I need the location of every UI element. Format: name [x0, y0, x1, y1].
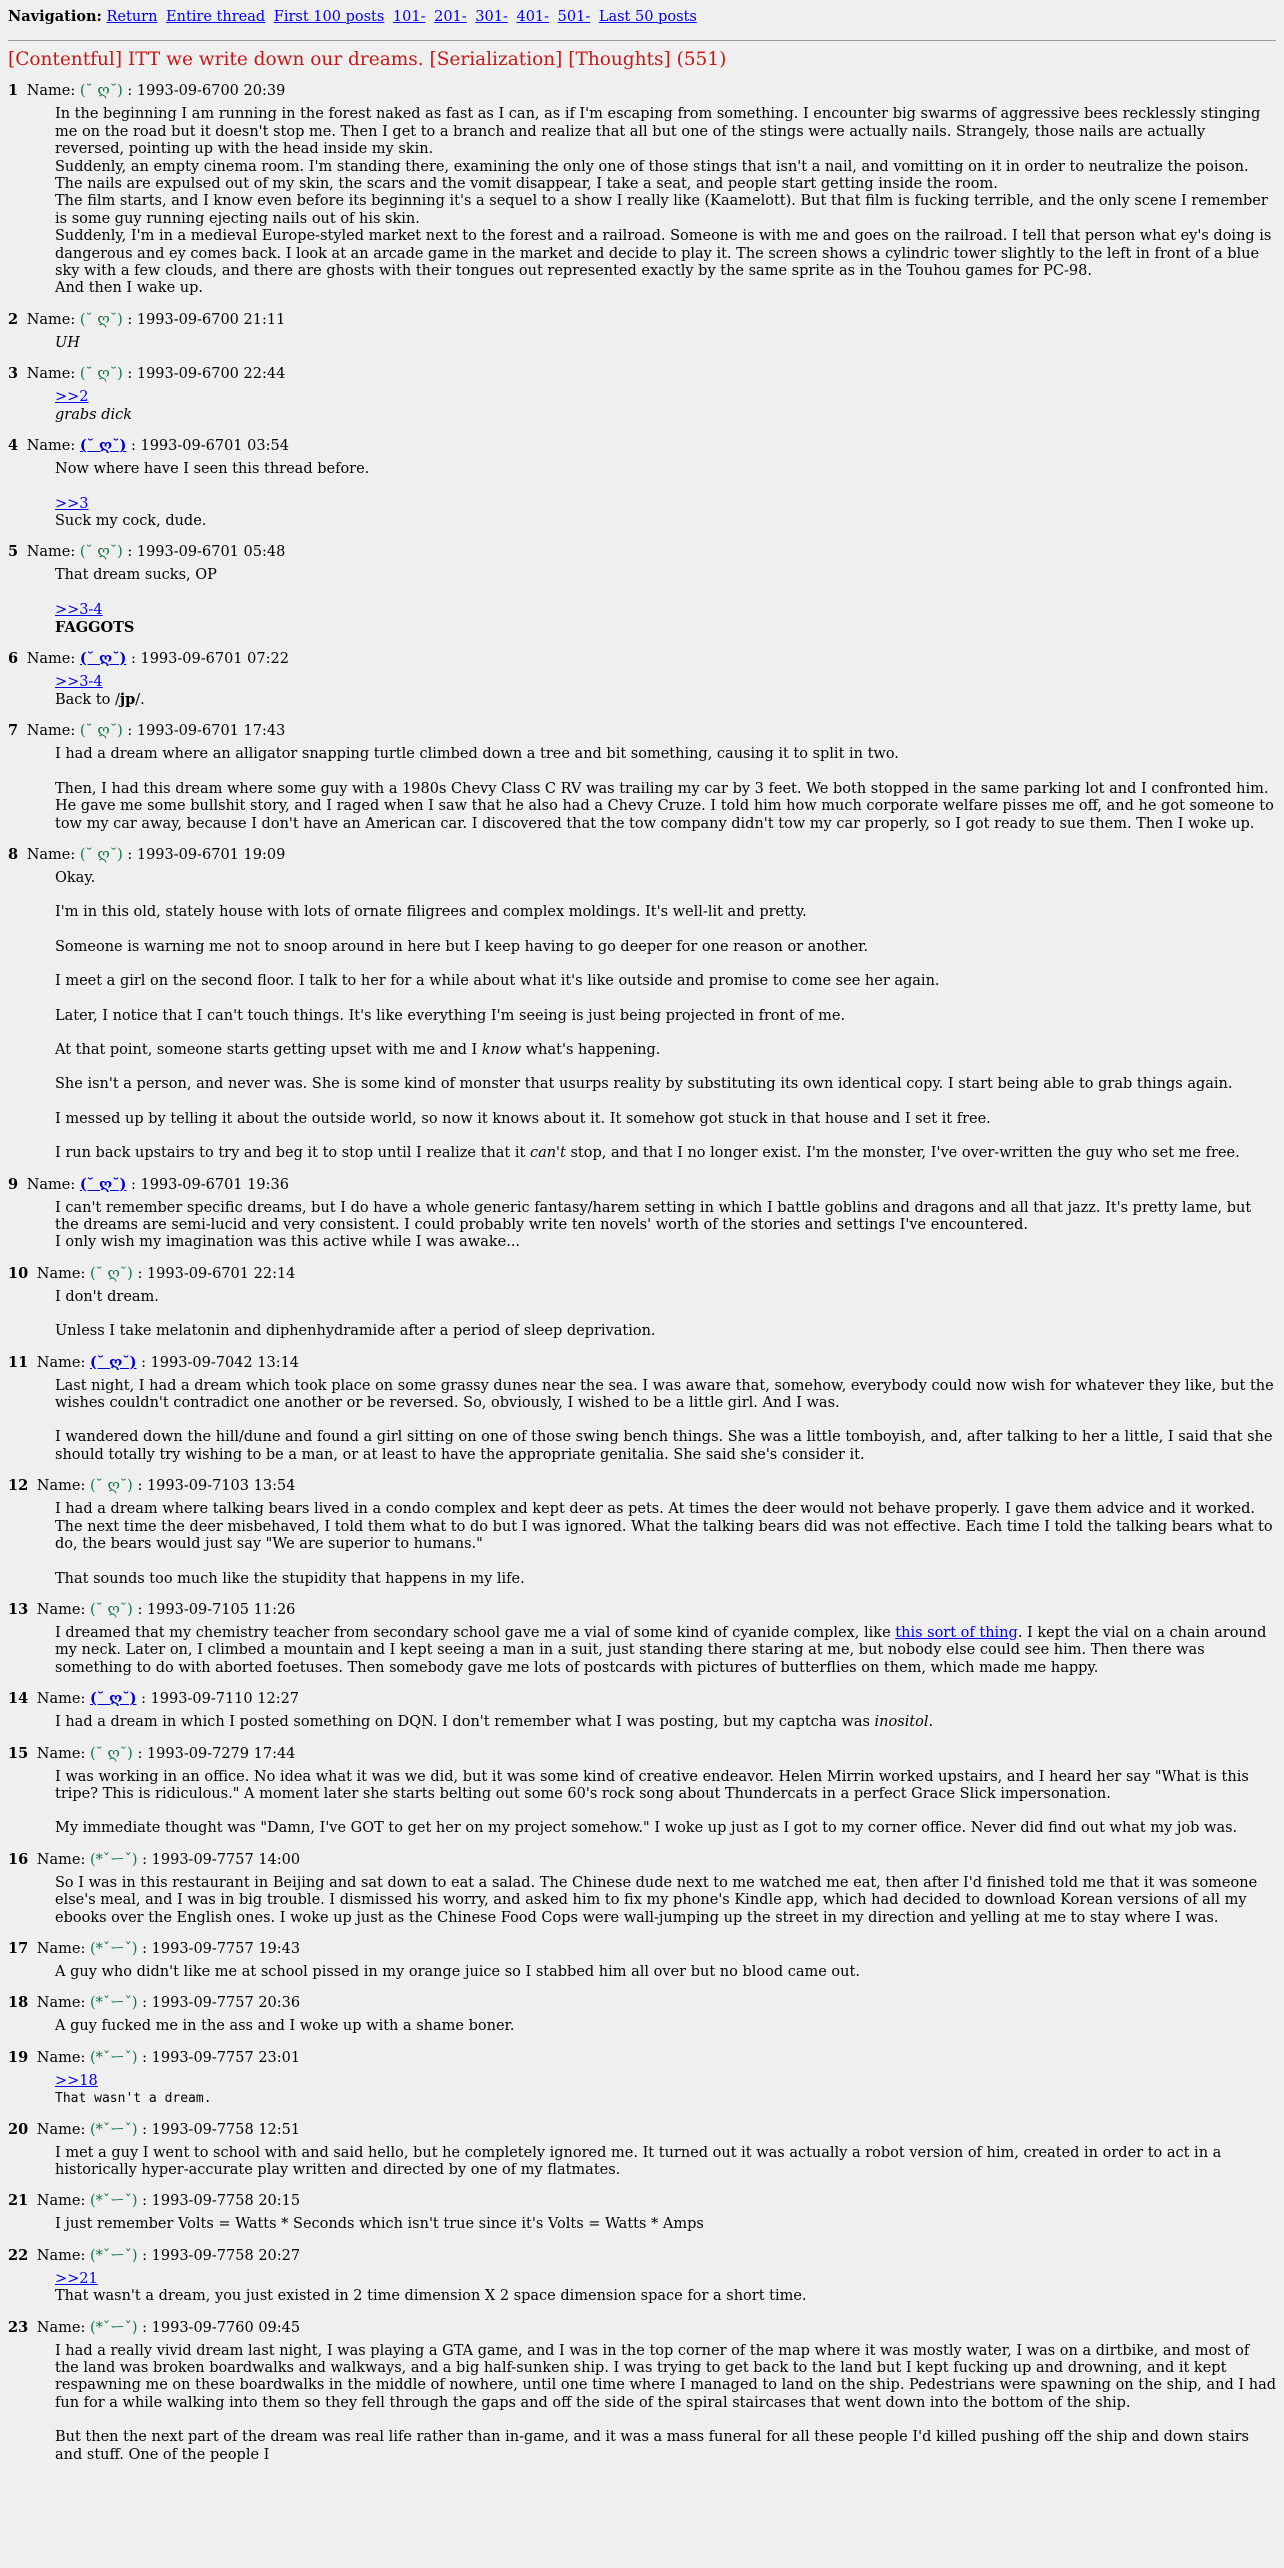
post-number: 12: [8, 1477, 29, 1495]
post-paragraph: [55, 1200, 1276, 1252]
poster-name: (*ˇーˇ): [89, 2049, 138, 2066]
post: [8, 2120, 1276, 2180]
poster-name: (*ˇーˇ): [89, 1851, 138, 1868]
post: [8, 1476, 1276, 1588]
nav-link-401[interactable]: 401-: [516, 9, 550, 25]
navigation-bar: [8, 8, 1276, 26]
post-paragraph: [55, 973, 1276, 990]
nav-link-301[interactable]: 301-: [475, 9, 508, 25]
thread-title: [Contentful] ITT we write down our dreams. [Serialization] [Thoughts] (551): [8, 49, 727, 71]
post-header: 7 Name: (˘ ღ˘) : 1993-09-6701 17:43: [8, 722, 286, 740]
post-paragraph: [55, 106, 1276, 297]
post-date: 1993-09-7758 20:27: [151, 2247, 301, 2264]
post-paragraph: [55, 1875, 1276, 1927]
reply-link[interactable]: >>2: [55, 389, 89, 406]
post-date: 1993-09-7758 12:51: [151, 2121, 301, 2138]
post-text-line: In the beginning I am running in the forest naked as fast as I can, as if I'm escaping from something. I encounter big swarms of aggressive bees recklessly stinging me on the road but it doesn't stop me. Then I get to a branch and realize that all but one of the stings were actually nails. Strangely, those nails are actually reversed, pointing up with the head inside my skin.: [55, 106, 1261, 158]
name-label: Name:: [36, 2319, 86, 2336]
post-number: 21: [8, 2192, 29, 2210]
post-paragraph: [55, 1042, 1276, 1059]
post-text-line: The film starts, and I know even before its beginning it's a sequel to a show I really like (Kaamelott). But that film is fucking terrible, and the only scene I remember is some guy running ejecting nails out of his skin.: [55, 193, 1268, 227]
post-body: [55, 2271, 1276, 2306]
post-number: 10: [8, 1264, 29, 1282]
post-paragraph: [55, 2145, 1276, 2180]
post-header: 12 Name: (˘ ღ˘) : 1993-09-7103 13:54: [8, 1477, 296, 1495]
name-label: Name:: [36, 1354, 86, 1371]
post: [8, 1744, 1276, 1838]
post-number: 2: [8, 310, 19, 328]
poster-name: (˘ ღ˘): [79, 366, 123, 383]
post-paragraph: [55, 567, 1276, 584]
post-number: 20: [8, 2120, 29, 2138]
post-header: 15 Name: (˘ ღ˘) : 1993-09-7279 17:44: [8, 1744, 296, 1762]
post-header: 13 Name: (˘ ღ˘) : 1993-09-7105 11:26: [8, 1600, 296, 1618]
post-text-line: Last night, I had a dream which took place on some grassy dunes near the sea. I was aware that, somehow, everybody could now wish for whatever they like, but the wishes couldn't contradict one another or be reversed. So, obviously, I wished to be a little girl. And I was.: [55, 1377, 1274, 1412]
post-date: 1993-09-7103 13:54: [146, 1478, 296, 1495]
post-paragraph: [55, 674, 1276, 710]
post-text-line: I meet a girl on the second floor. I talk to her for a while about what it's like outside and promise to come see her again.: [55, 973, 940, 990]
name-label: Name:: [26, 650, 76, 667]
name-label: Name:: [26, 366, 76, 383]
post-body: [55, 106, 1276, 297]
post-text-line: Suddenly, I'm in a medieval Europe-styled market next to the forest and a railroad. Someone is with me and goes on the railroad. I tell that person what ey's doing is dangerous and ey comes back. I look at an arcade game in the market and decide to play it. The screen shows a cylindric tower slightly to the left in front of a blue sky with a few clouds, and there are ghosts with their tongues out represented exactly by the same sprite as in the Touhou games for PC-98.: [55, 228, 1272, 280]
emphasis-text: inositol: [874, 1714, 929, 1731]
post-date: 1993-09-7110 12:27: [150, 1691, 300, 1708]
post-text-line: I had a dream in which I posted something on DQN. I don't remember what I was posting, but my captcha was inositol.: [55, 1714, 934, 1731]
poster-name: (*ˇーˇ): [89, 2121, 138, 2138]
post-body: [55, 389, 1276, 424]
post-paragraph: [55, 1964, 1276, 1981]
post-date: 1993-09-6700 20:39: [136, 83, 286, 100]
post-text-line: A guy fucked me in the ass and I woke up with a shame boner.: [55, 2018, 515, 2035]
post-text-line: I had a dream where an alligator snapping turtle climbed down a tree and bit something, causing it to split in two.: [55, 746, 899, 763]
reply-link[interactable]: >>18: [55, 2072, 98, 2089]
post-number: 8: [8, 845, 19, 863]
post-text-line: That wasn't a dream.: [55, 2091, 212, 2107]
name-label: Name:: [26, 846, 76, 863]
post-text-line: I had a dream where talking bears lived in a condo complex and kept deer as pets. At times the deer would not behave properly. I gave them advice and it worked. The next time the deer misbehaved, I told them what to do but I was ignored. What the talking bears did was not effective. Each time I told the talking bears what to do, the bears would just say "We are superior to humans.": [55, 1501, 1273, 1553]
post-paragraph: [55, 461, 1276, 478]
post-body: [55, 674, 1276, 710]
post-body: [55, 2343, 1276, 2464]
poster-name: (˘ ღ˘): [89, 1478, 133, 1495]
post-paragraph: [55, 1769, 1276, 1804]
post-text-line: She isn't a person, and never was. She is some kind of monster that usurps reality by substituting its own identical copy. I start being able to grab things again.: [55, 1076, 1233, 1093]
post-text-line: At that point, someone starts getting upset with me and I know what's happening.: [55, 1042, 661, 1058]
poster-name: (˘ ღ˘): [89, 1745, 133, 1762]
nav-link-501[interactable]: 501-: [557, 9, 591, 25]
post-date: 1993-09-7042 13:14: [150, 1354, 300, 1371]
post-header: 19 Name: (*ˇーˇ) : 1993-09-7757 23:01: [8, 2048, 301, 2066]
poster-name-link[interactable]: (˘ ღ˘): [89, 1690, 137, 1708]
post: [8, 845, 1276, 1163]
post-text-line: I don't dream.: [55, 1288, 159, 1305]
post: [8, 721, 1276, 833]
post-body: [55, 461, 1276, 530]
poster-name: (˘ ღ˘): [79, 83, 123, 100]
post-number: 14: [8, 1690, 29, 1708]
post-text-line: I only wish my imagination was this active while I was awake...: [55, 1234, 521, 1251]
post-paragraph: [55, 1501, 1276, 1553]
navigation-links: [107, 9, 701, 25]
bold-text: jp: [119, 690, 136, 708]
post-date: 1993-09-6701 03:54: [140, 438, 289, 455]
post: [8, 2246, 1276, 2306]
post-paragraph: [55, 1429, 1276, 1464]
post-paragraph: [55, 1571, 1276, 1588]
post-text-line: My immediate thought was "Damn, I've GOT to get her on my project somehow." I woke up just as I got to my corner office. Never did find out what my job was.: [55, 1820, 1238, 1837]
post-paragraph: [55, 2018, 1276, 2035]
post-text-line: I can't remember specific dreams, but I do have a whole generic fantasy/harem setting in which I battle goblins and dragons and all that jazz. It's pretty lame, but the dreams are semi-lucid and very consistent. I could probably write ten novels' worth of the stories and settings I've encountered.: [55, 1199, 1252, 1234]
post-date: 1993-09-7757 14:00: [151, 1851, 301, 1868]
post-date: 1993-09-7760 09:45: [151, 2319, 301, 2336]
poster-name: (˘ ღ˘): [89, 1601, 133, 1618]
nav-link-return[interactable]: Return: [106, 9, 158, 25]
post: [8, 2191, 1276, 2233]
post: [8, 649, 1276, 710]
poster-name: (*ˇーˇ): [89, 2193, 138, 2210]
nav-link-first-100-posts[interactable]: First 100 posts: [273, 9, 385, 25]
name-label: Name:: [26, 544, 76, 561]
post-paragraph: [55, 496, 1276, 531]
post-date: 1993-09-7105 11:26: [146, 1601, 296, 1618]
post-header: 5 Name: (˘ ღ˘) : 1993-09-6701 05:48: [8, 543, 286, 561]
post-body: [55, 335, 1276, 352]
post-body: [55, 567, 1276, 636]
post-text-line: Then, I had this dream where some guy with a 1980s Chevy Class C RV was trailing my car by 3 feet. We both stopped in the same parking lot and I confronted him. He gave me some bullshit story, and I raged when I saw that he also had a Chevy Cruze. I told him how much corporate welfare pisses me off, and he got someone to tow my car away, because I don't have an American car. I discovered that the tow company didn't tow my car properly, so I got ready to sue them. Then I woke up.: [55, 780, 1274, 832]
post-body: [55, 1501, 1276, 1588]
post-header: 11 Name: (˘ ღ˘) : 1993-09-7042 13:14: [8, 1353, 300, 1371]
post-header: 1 Name: (˘ ღ˘) : 1993-09-6700 20:39: [8, 82, 286, 100]
post-text-line: That sounds too much like the stupidity that happens in my life.: [55, 1570, 525, 1587]
post-header: 16 Name: (*ˇーˇ) : 1993-09-7757 14:00: [8, 1850, 301, 1868]
post-header: 2 Name: (˘ ღ˘) : 1993-09-6700 21:11: [8, 310, 286, 328]
post-body: [55, 1769, 1276, 1838]
nav-link-last-50-posts[interactable]: Last 50 posts: [598, 9, 697, 25]
post: [8, 1600, 1276, 1677]
post-number: 9: [8, 1175, 19, 1193]
post: [8, 2318, 1276, 2464]
poster-name: (*ˇーˇ): [89, 1995, 138, 2012]
post-number: 22: [8, 2246, 29, 2264]
post-text-line: That dream sucks, OP: [55, 567, 217, 584]
name-label: Name:: [36, 1601, 86, 1618]
name-label: Name:: [26, 83, 76, 100]
post-text-line: FAGGOTS: [55, 619, 135, 637]
post-text-line: I wandered down the hill/dune and found a girl sitting on one of those swing bench things. She was a little tomboyish, and, after talking to her a little, I said that she should totally try wishing to be a man, or at least to have the appropriate genitalia. She said she's consider it.: [55, 1429, 1273, 1463]
post-body: [55, 870, 1276, 1163]
post-body: [55, 2145, 1276, 2180]
post-text-line: I met a guy I went to school with and said hello, but he completely ignored me. It turned out it was actually a robot version of him, created in order to act in a historically hyper-accurate play written and directed by one of my flatmates.: [55, 2144, 1222, 2178]
post-number: 16: [8, 1850, 29, 1868]
name-label: Name:: [36, 1995, 86, 2012]
post-date: 1993-09-7757 20:36: [151, 1995, 301, 2012]
post-list: [8, 81, 1276, 2464]
post: [8, 1993, 1276, 2035]
post-header: 9 Name: (˘ ღ˘) : 1993-09-6701 19:36: [8, 1175, 289, 1193]
post-text-line: Now where have I seen this thread before.: [55, 461, 370, 478]
reply-link[interactable]: >>3: [55, 495, 89, 512]
divider: [8, 40, 1276, 41]
post-text-line: Unless I take melatonin and diphenhydramide after a period of sleep deprivation.: [55, 1323, 656, 1340]
post-paragraph: [55, 1076, 1276, 1093]
post-body: [55, 1200, 1276, 1252]
post-text-line: I messed up by telling it about the outside world, so now it knows about it. It somehow got stuck in that house and I set it free.: [55, 1110, 991, 1127]
post: [8, 2048, 1276, 2108]
post-text-line: And then I wake up.: [55, 280, 203, 297]
reply-link[interactable]: >>21: [55, 2270, 98, 2287]
post-paragraph: [55, 904, 1276, 921]
name-label: Name:: [36, 1478, 86, 1495]
post-number: 1: [8, 82, 19, 100]
post-number: 23: [8, 2318, 29, 2336]
poster-name-link[interactable]: (˘ ღ˘): [79, 437, 127, 455]
poster-name: (*ˇーˇ): [89, 2319, 138, 2336]
post-paragraph: [55, 335, 1276, 352]
post-date: 1993-09-6701 19:36: [140, 1176, 289, 1193]
reply-link[interactable]: >>3-4: [55, 601, 103, 618]
post-paragraph: [55, 2073, 1276, 2108]
post: [8, 310, 1276, 352]
nav-link-101[interactable]: 101-: [392, 9, 426, 25]
post-text-line: I'm in this old, stately house with lots of ornate filigrees and complex moldings. It's well-lit and pretty.: [55, 904, 807, 921]
post-date: 1993-09-7279 17:44: [146, 1745, 296, 1762]
post-body: [55, 1289, 1276, 1341]
post-paragraph: [55, 2271, 1276, 2306]
reply-link-row: [55, 602, 1276, 619]
post-paragraph: [55, 939, 1276, 956]
post: [8, 436, 1276, 530]
post-text-line: Someone is warning me not to snoop around in here but I keep having to go deeper for one reason or another.: [55, 938, 869, 955]
post-number: 17: [8, 1939, 29, 1957]
post-text-line: Later, I notice that I can't touch things. It's like everything I'm seeing is just being projected in front of me.: [55, 1007, 846, 1024]
post-paragraph: [55, 746, 1276, 763]
post-header: 4 Name: (˘ ღ˘) : 1993-09-6701 03:54: [8, 437, 289, 455]
post-text-line: Suck my cock, dude.: [55, 512, 207, 529]
post-number: 18: [8, 1994, 29, 2012]
post-text-line: Okay.: [55, 869, 96, 886]
post-paragraph: [55, 870, 1276, 887]
post-text-line: grabs dick: [55, 406, 133, 423]
post-date: 1993-09-6701 17:43: [136, 723, 286, 740]
post-paragraph: [55, 602, 1276, 637]
poster-name: (˘ ღ˘): [79, 311, 123, 328]
post-paragraph: [55, 1820, 1276, 1837]
name-label: Name:: [36, 1940, 86, 1957]
poster-name: (*ˇーˇ): [89, 1940, 138, 1957]
poster-name: (˘ ღ˘): [79, 723, 123, 740]
poster-name: (˘ ღ˘): [79, 544, 123, 561]
post-number: 7: [8, 722, 19, 740]
post: [8, 1850, 1276, 1927]
post-body: [55, 1625, 1276, 1677]
post-text-line: Suddenly, an empty cinema room. I'm standing there, examining the only one of those stings that isn't a nail, and vomitting on it in order to neutralize the poison. The nails are expulsed out of my skin, the scars and the vomit disappear, I take a seat, and people start getting inside the room.: [55, 158, 1249, 193]
post-text-line: I run back upstairs to try and beg it to stop until I realize that it can't stop, and that I no longer exist. I'm the monster, I've over-written the guy who set me free.: [55, 1145, 1240, 1162]
poster-name-link[interactable]: (˘ ღ˘): [89, 1353, 137, 1371]
post-paragraph: [55, 1625, 1276, 1677]
post-paragraph: [55, 1008, 1276, 1025]
post-header: 3 Name: (˘ ღ˘) : 1993-09-6700 22:44: [8, 365, 286, 383]
post-body: [55, 746, 1276, 833]
reply-link[interactable]: >>3-4: [55, 673, 103, 690]
poster-name: (˘ ღ˘): [89, 1265, 133, 1282]
post-paragraph: [55, 1323, 1276, 1340]
post-text-line: So I was in this restaurant in Beijing and sat down to eat a salad. The Chinese dude next to me watched me eat, then after I'd finished told me that it was someone else's meal, and I was in big trouble. I dismissed his worry, and asked him to fix my phone's Kindle app, which had decided to download Korean versions of all my ebooks over the English ones. I woke up just as the Chinese Food Cops were wall-jumping up the street in my direction and yelling at me to stay where I was.: [55, 1874, 1258, 1926]
post-paragraph: [55, 2429, 1276, 2464]
post-paragraph: [55, 1111, 1276, 1128]
name-label: Name:: [36, 1265, 86, 1282]
post-paragraph: [55, 1378, 1276, 1413]
name-label: Name:: [36, 1691, 86, 1708]
post-date: 1993-09-7758 20:15: [151, 2193, 301, 2210]
name-label: Name:: [36, 2049, 86, 2066]
post-number: 3: [8, 365, 19, 383]
post-text-line: I dreamed that my chemistry teacher from secondary school gave me a vial of some kind of cyanide complex, like this sort of thing. I kept the vial on a chain around my neck. Later on, I climbed a mountain and I kept seeing a man in a suit, just standing there staring at me, but nobody else could see him. Then there was something to do with aborted foetuses. Then somebody gave me lots of postcards with pictures of butterflies on them, which made me happy.: [55, 1624, 1267, 1676]
post-body: [55, 1964, 1276, 1981]
post-header: 18 Name: (*ˇーˇ) : 1993-09-7757 20:36: [8, 1994, 301, 2012]
name-label: Name:: [26, 311, 76, 328]
reply-link-row: [55, 389, 1276, 406]
post-header: 20 Name: (*ˇーˇ) : 1993-09-7758 12:51: [8, 2120, 301, 2138]
post-number: 15: [8, 1744, 29, 1762]
post: [8, 364, 1276, 424]
post-body: [55, 2018, 1276, 2035]
navigation-label: Navigation:: [8, 8, 102, 25]
post: [8, 1353, 1276, 1465]
post-date: 1993-09-6701 07:22: [140, 650, 289, 667]
post-date: 1993-09-6701 19:09: [136, 846, 286, 863]
post-paragraph: [55, 781, 1276, 833]
inline-link[interactable]: this sort of thing: [895, 1624, 1018, 1641]
post-header: 10 Name: (˘ ღ˘) : 1993-09-6701 22:14: [8, 1264, 296, 1282]
post-number: 5: [8, 543, 19, 561]
post-date: 1993-09-6700 21:11: [136, 311, 286, 328]
name-label: Name:: [26, 438, 76, 455]
post-header: 22 Name: (*ˇーˇ) : 1993-09-7758 20:27: [8, 2246, 301, 2264]
poster-name-link[interactable]: (˘ ღ˘): [79, 1175, 127, 1193]
name-label: Name:: [36, 2247, 86, 2264]
reply-link-row: [55, 2271, 1276, 2288]
name-label: Name:: [36, 1851, 86, 1868]
post-header: 23 Name: (*ˇーˇ) : 1993-09-7760 09:45: [8, 2318, 301, 2336]
post: [8, 1175, 1276, 1252]
name-label: Name:: [26, 1176, 76, 1193]
post-body: [55, 2216, 1276, 2233]
poster-name: (*ˇーˇ): [89, 2247, 138, 2264]
post-date: 1993-09-6701 05:48: [136, 544, 286, 561]
post-date: 1993-09-7757 23:01: [151, 2049, 301, 2066]
post-body: [55, 2073, 1276, 2108]
post-text-line: UH: [55, 334, 80, 351]
poster-name: (˘ ღ˘): [79, 846, 123, 863]
name-label: Name:: [26, 723, 76, 740]
post-paragraph: [55, 2216, 1276, 2233]
post-header: 17 Name: (*ˇーˇ) : 1993-09-7757 19:43: [8, 1939, 301, 1957]
post: [8, 1264, 1276, 1341]
nav-link-entire-thread[interactable]: Entire thread: [166, 9, 266, 25]
post-paragraph: [55, 1289, 1276, 1306]
post-paragraph: [55, 2343, 1276, 2413]
post-text-line: A guy who didn't like me at school pissed in my orange juice so I stabbed him all over but no blood came out.: [55, 1963, 860, 1980]
post: [8, 542, 1276, 636]
post-text-line: But then the next part of the dream was real life rather than in-game, and it was a mass funeral for all these people I'd killed pushing off the ship and down stairs and stuff. One of the people I: [55, 2429, 1249, 2463]
poster-name-link[interactable]: (˘ ღ˘): [79, 649, 127, 667]
post-number: 13: [8, 1600, 29, 1618]
post-text-line: I just remember Volts = Watts * Seconds which isn't true since it's Volts = Watts * Amps: [55, 2216, 704, 2233]
post-text-line: I was working in an office. No idea what it was we did, but it was some kind of creative endeavor. Helen Mirrin worked upstairs, and I heard her say "What is this tripe? This is ridiculous." A moment later she starts belting out some 60's rock song about Thundercats in a perfect Grace Slick impersonation.: [55, 1768, 1249, 1802]
reply-link-row: [55, 496, 1276, 513]
emphasis-text: can't: [529, 1145, 566, 1162]
reply-link-row: [55, 674, 1276, 691]
post-text-line: I had a really vivid dream last night, I was playing a GTA game, and I was in the top corner of the map where it was mostly water, I was on a dirtbike, and most of the land was broken boardwalks and walkways, and a big half-sunken ship. I was trying to get back to the land but I kept fucking up and drowning, and it kept respawning me on these boardwalks in the middle of nowhere, until one time where I managed to land on the ship. Pedestrians were spawning on the ship, and I had fun for a while walking into them so they fell through the gaps and off the side of the spiral staircases that went down into the bottom of the ship.: [55, 2342, 1276, 2411]
post: [8, 81, 1276, 297]
post-paragraph: [55, 1714, 1276, 1731]
post-text-line: That wasn't a dream, you just existed in 2 time dimension X 2 space dimension space for a short time.: [55, 2288, 807, 2305]
post-number: 6: [8, 649, 19, 667]
name-label: Name:: [36, 2121, 86, 2138]
post-number: 11: [8, 1353, 29, 1371]
post-header: 14 Name: (˘ ღ˘) : 1993-09-7110 12:27: [8, 1690, 300, 1708]
post-text-line: Back to /jp/.: [55, 690, 145, 708]
reply-link-row: [55, 2073, 1276, 2090]
post-header: 6 Name: (˘ ღ˘) : 1993-09-6701 07:22: [8, 649, 289, 667]
post-body: [55, 1714, 1276, 1731]
name-label: Name:: [36, 1745, 86, 1762]
post: [8, 1689, 1276, 1731]
post-number: 4: [8, 437, 19, 455]
post: [8, 1939, 1276, 1981]
post-paragraph: [55, 389, 1276, 424]
post-date: 1993-09-6700 22:44: [136, 366, 286, 383]
emphasis-text: know: [481, 1042, 522, 1058]
post-paragraph: [55, 1145, 1276, 1162]
post-date: 1993-09-7757 19:43: [151, 1940, 301, 1957]
post-body: [55, 1378, 1276, 1465]
post-number: 19: [8, 2048, 29, 2066]
nav-link-201[interactable]: 201-: [434, 9, 467, 25]
post-body: [55, 1875, 1276, 1927]
post-date: 1993-09-6701 22:14: [146, 1265, 296, 1282]
post-header: 8 Name: (˘ ღ˘) : 1993-09-6701 19:09: [8, 845, 286, 863]
post-header: 21 Name: (*ˇーˇ) : 1993-09-7758 20:15: [8, 2192, 301, 2210]
name-label: Name:: [36, 2193, 86, 2210]
